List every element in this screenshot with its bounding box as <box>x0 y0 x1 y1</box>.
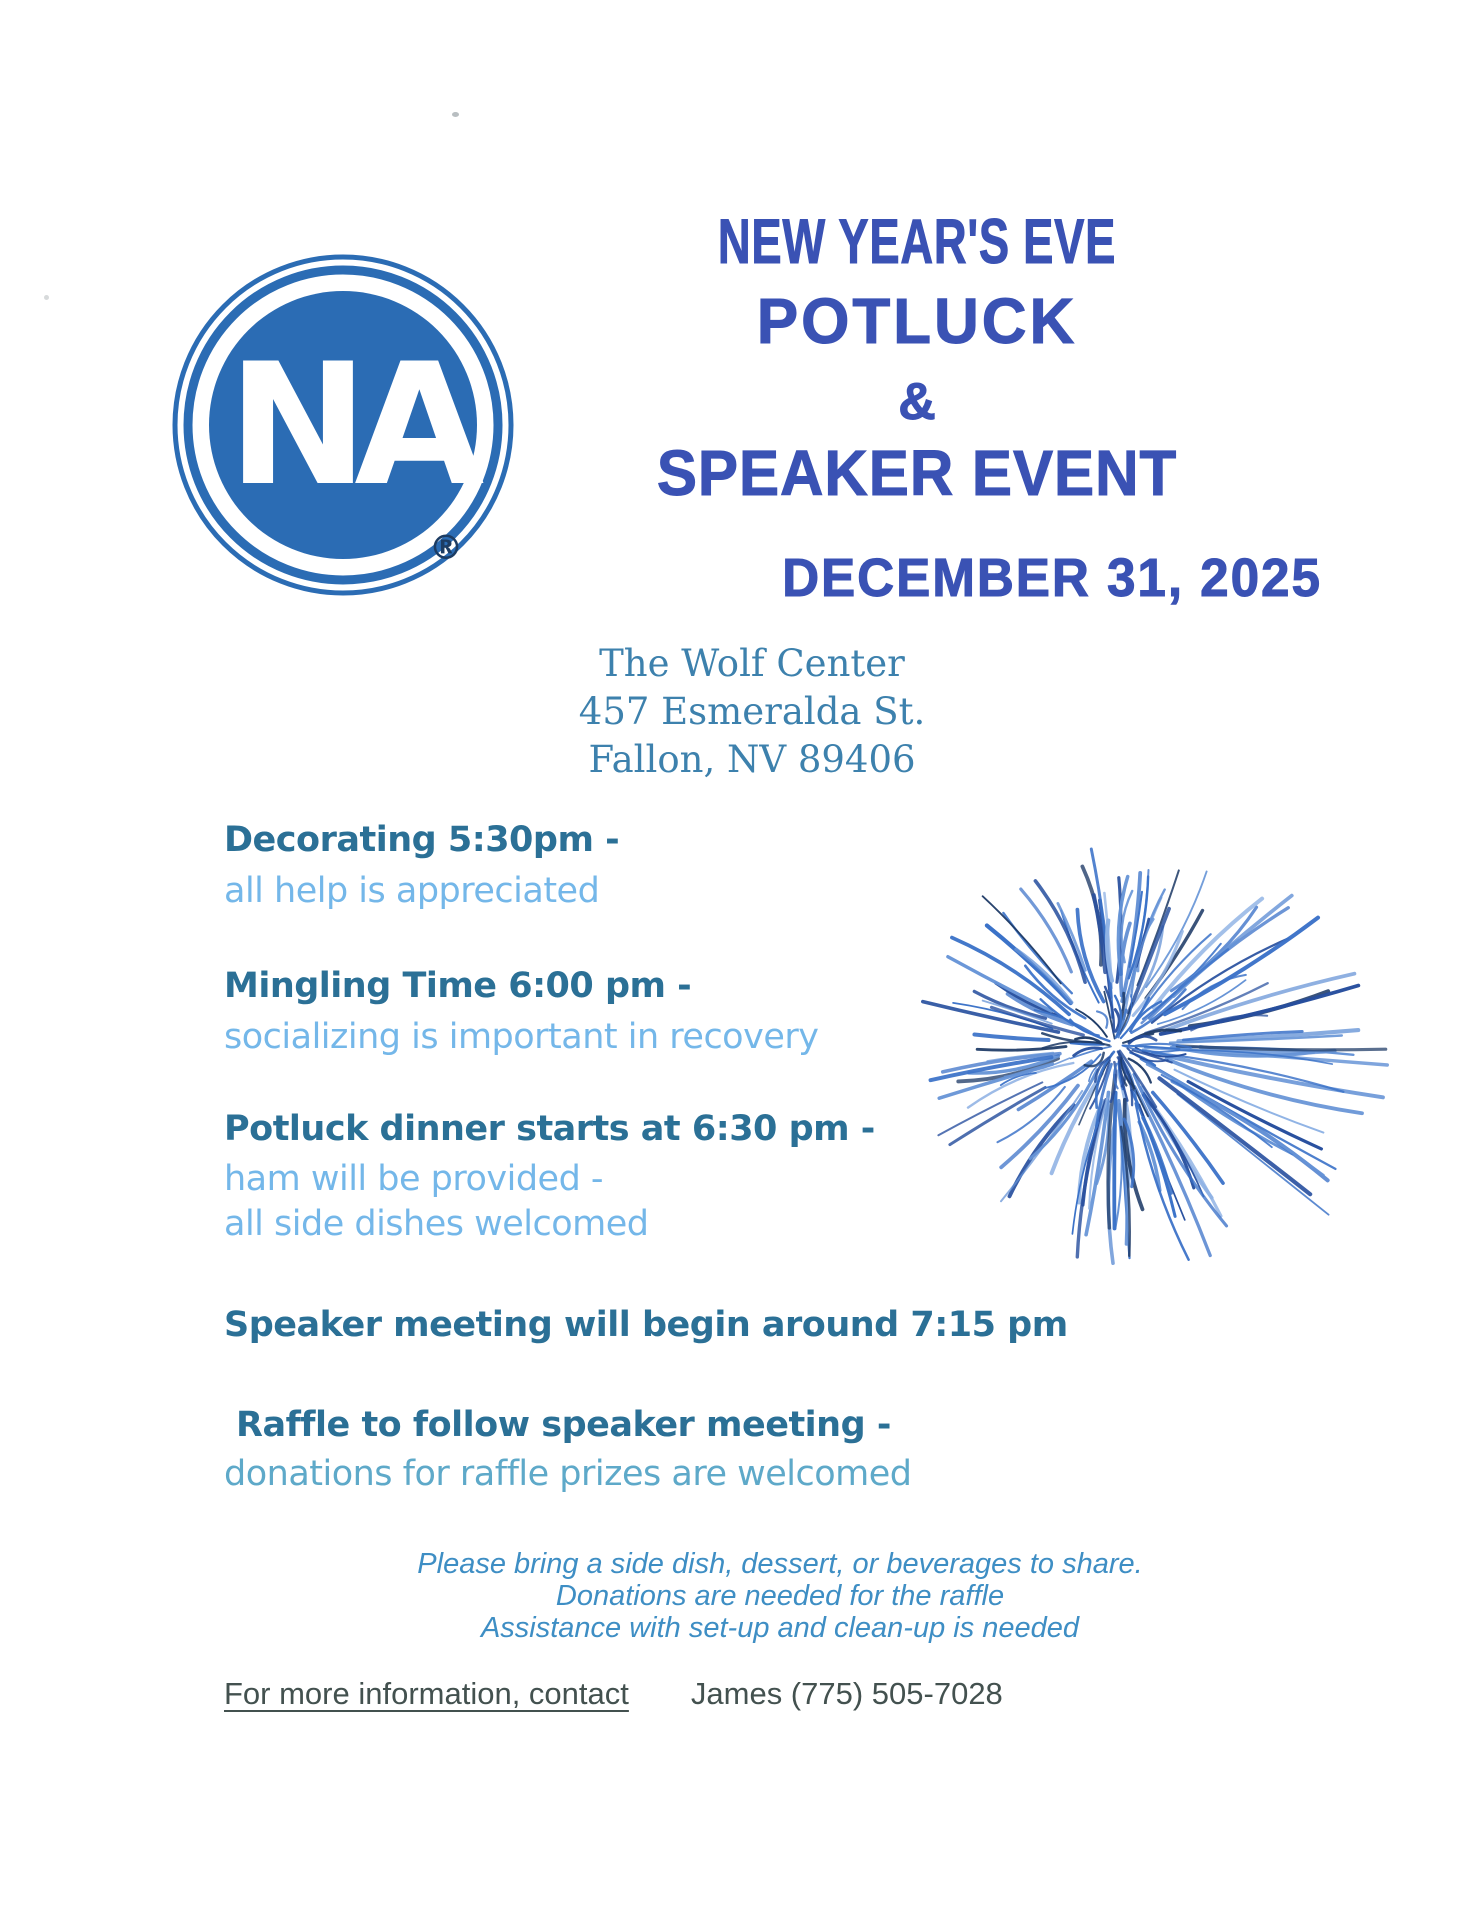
schedule-heading-mingling: Mingling Time 6:00 pm - <box>224 966 692 1006</box>
schedule-detail: ham will be provided - <box>224 1159 604 1199</box>
na-monogram: NA <box>227 327 471 523</box>
schedule-heading-raffle: Raffle to follow speaker meeting - <box>236 1405 891 1445</box>
notes-line-3: Assistance with set-up and clean-up is needed <box>480 1612 1080 1644</box>
schedule-detail: all help is appreciated <box>224 871 600 911</box>
event-date: DECEMBER 31, 2025 <box>782 548 1322 608</box>
notes-line-1: Please bring a side dish, dessert, or beverages to share. <box>417 1548 1143 1580</box>
fireworks-illustration <box>900 820 1410 1290</box>
schedule-detail: donations for raffle prizes are welcomed <box>224 1454 912 1494</box>
contact-value: James (775) 505-7028 <box>690 1676 1003 1711</box>
event-title-line-1: NEW YEAR'S EVE <box>717 207 1117 277</box>
event-title-line-3: SPEAKER EVENT <box>656 437 1178 509</box>
na-logo-icon <box>167 249 519 601</box>
schedule-heading-decorating: Decorating 5:30pm - <box>224 820 620 860</box>
venue-city: Fallon, NV 89406 <box>588 738 916 781</box>
scan-speck <box>44 295 49 300</box>
notes-block <box>280 1548 1280 1644</box>
event-title-ampersand: & <box>898 373 936 431</box>
venue-block <box>452 640 1052 784</box>
contact-label: For more information, contact <box>224 1676 629 1711</box>
schedule-heading-potluck: Potluck dinner starts at 6:30 pm - <box>224 1109 875 1149</box>
scan-speck <box>452 112 459 117</box>
venue-name: The Wolf Center <box>599 642 905 685</box>
schedule-detail: socializing is important in recovery <box>224 1017 819 1057</box>
schedule-heading-speaker: Speaker meeting will begin around 7:15 pm <box>224 1305 1068 1345</box>
schedule-detail: all side dishes welcomed <box>224 1204 649 1244</box>
registered-trademark-icon: ® <box>429 528 463 568</box>
notes-line-2: Donations are needed for the raffle <box>555 1580 1005 1612</box>
event-title-line-2: POTLUCK <box>756 285 1078 357</box>
contact-line <box>224 1676 1003 1712</box>
venue-street: 457 Esmeralda St. <box>578 690 926 733</box>
